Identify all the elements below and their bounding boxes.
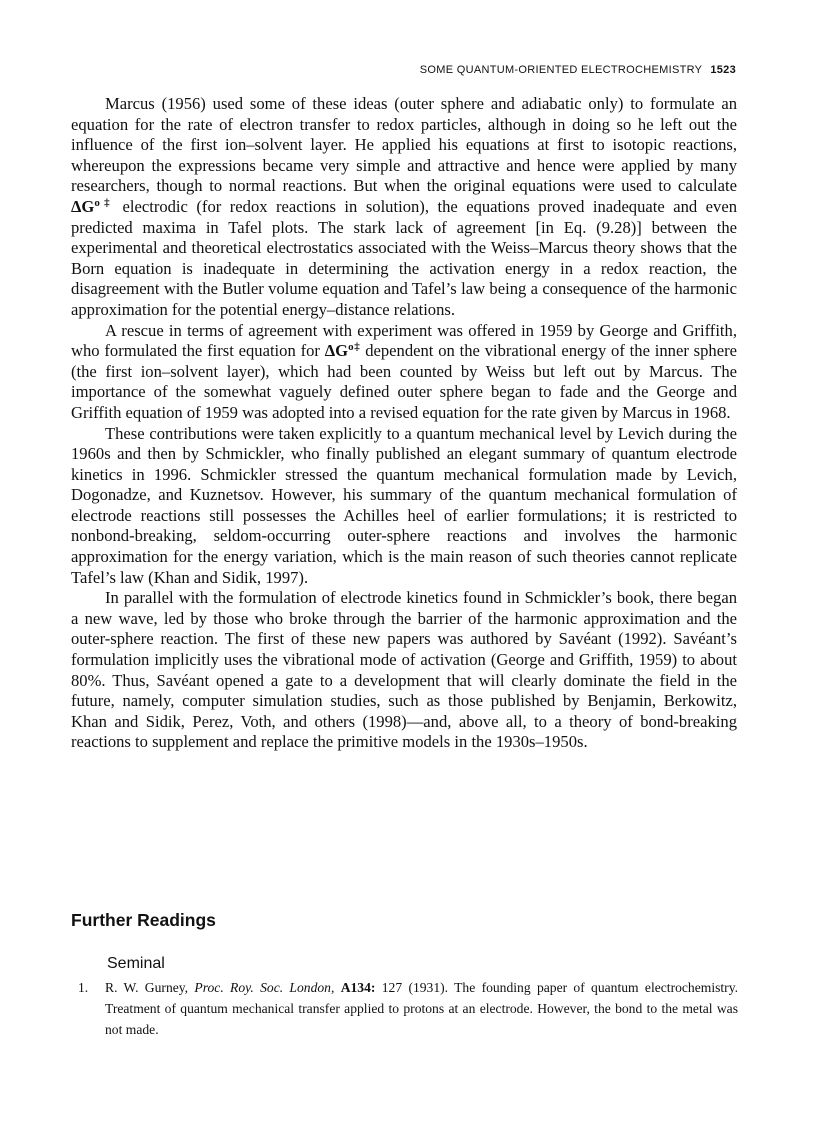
paragraph-3: These contributions were taken explicitly to a quantum mechanical level by Levich during the 1960s and then by Schmickler, who finally published an elegant summary of quantum electrode kinetics in 1996. Schmickler stressed the quantum mechanical formulation made by Levich, Dogonadze, and Kuznetsov. However, his summary of the quantum mechanical formulation of electrode reactions still possesses the Achilles heel of earlier formulations; it is restricted to nonbond-breaking, seldom-occurring outer-sphere reactions and involves the harmonic approximation for the energy variation, which is the main reason of such theories cannot replicate Tafel’s law (Khan and Sidik, 1997). bbox=[71, 423, 737, 587]
body-text bbox=[71, 94, 737, 753]
reference-volume: A134: bbox=[340, 980, 376, 995]
paragraph-1: Marcus (1956) used some of these ideas (outer sphere and adiabatic only) to formulate an equation for the rate of electron transfer to redox particles, although in doing so he left out the influence of the first ion–solvent layer. He applied his equations at first to isotopic reactions, whereupon the expressions became very simple and attractive and hence were applied by many researchers, though to normal reactions. But when the original equations were used to calculate $\Delta G^{o\ddagger}$ electrodic (for redox reactions in solution), the equations proved inadequate and even predicted maxima in Tafel plots. The stark lack of agreement [in Eq. (9.28)] between the experimental and theoretical electrostatics associated with the Weiss–Marcus theory shows that the Born equation is inadequate in determining the activation energy in a redox reaction, the disagreement with the Butler volume equation and Tafel’s law being a consequence of the harmonic approximation for the potential energy–distance relations. bbox=[71, 94, 738, 319]
reference-number: 1. bbox=[78, 980, 89, 995]
paragraph-4: In parallel with the formulation of electrode kinetics found in Schmickler’s book, there began a new wave, led by those who broke through the barrier of the harmonic approximation and the outer-sphere reaction. The first of these new papers was authored by Savéant (1992). Savéant’s formulation implicitly uses the vibrational mode of activation (George and Griffith, 1959) to about 80%. Thus, Savéant opened a gate to a development that will clearly dominate the field in the future, namely, computer simulation studies, such as those published by Benjamin, Berkowitz, Khan and Sidik, Perez, Voth, and others (1998)—and, above all, to a theory of bond-breaking reactions to supplement and replace the primitive models in the 1930s–1950s. bbox=[71, 588, 737, 752]
delta-g-symbol: $\Delta G^{o\ddagger}$ bbox=[324, 341, 361, 361]
paragraph-2: A rescue in terms of agreement with experiment was offered in 1959 by George and Griffith, who formulated the first equation for $\Delta G^{o\ddagger}$ dependent on the vibrational energy of the inner sphere (the first ion–solvent layer), which had been counted by Weiss but left out by Marcus. The importance of the somewhat vaguely defined outer sphere began to fade and the George and Griffith equation of 1959 was adopted into a revised equation for the rate given by Marcus in 1968. bbox=[71, 320, 737, 422]
seminal-subheading: Seminal bbox=[107, 955, 165, 972]
page-number: 1523 bbox=[710, 64, 736, 76]
reference-item bbox=[78, 977, 738, 1040]
reference-text: R. W. Gurney, Proc. Roy. Soc. London, A134: 127 (1931). The founding paper of quantum electrochemistry. Treatment of quantum mechanical transfer applied to protons at an electrode. However, the bond to the metal was not made. bbox=[105, 980, 739, 1037]
running-header bbox=[420, 64, 736, 76]
further-readings-heading: Further Readings bbox=[71, 910, 216, 930]
delta-g-symbol: $\Delta G^{o\ddagger}$ bbox=[71, 196, 114, 216]
reference-journal: Proc. Roy. Soc. London, bbox=[194, 980, 335, 995]
running-title: SOME QUANTUM-ORIENTED ELECTROCHEMISTRY bbox=[419, 64, 703, 76]
